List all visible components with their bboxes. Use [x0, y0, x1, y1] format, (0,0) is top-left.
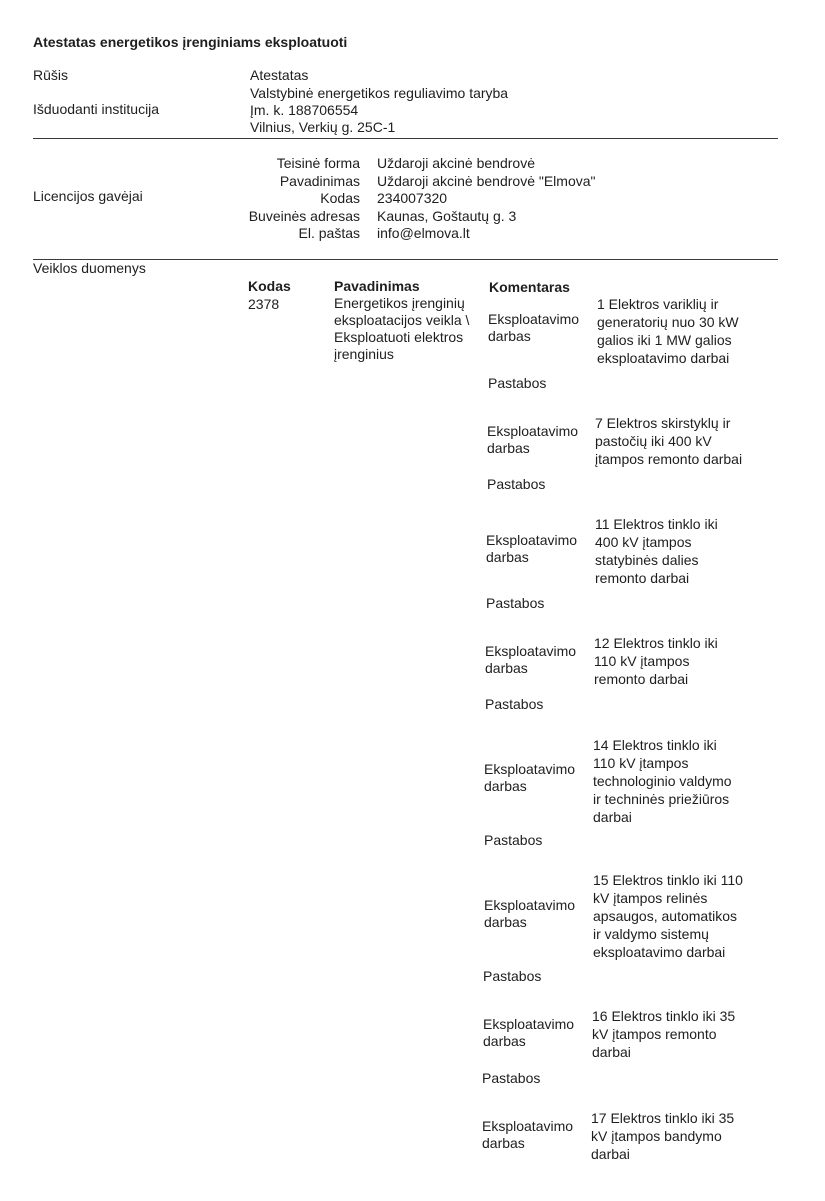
licensee-field-value: Uždaroji akcinė bendrovė [377, 155, 535, 171]
institution-code: Įm. k. 188706554 [250, 102, 359, 118]
entry-comment: 11 Elektros tinklo iki 400 kV įtampos statybinės dalies remonto darbai [595, 516, 718, 586]
entry-type: Eksploatavimo darbas [485, 643, 577, 676]
entry-notes: Pastabos [486, 595, 545, 611]
licensee-section-label: Licencijos gavėjai [33, 188, 143, 204]
entry-comment: 14 Elektros tinklo iki 110 kV įtampos technologinio valdymo ir techninės priežiūros darbai [593, 737, 732, 825]
entry-comment: 12 Elektros tinklo iki 110 kV įtampos remonto darbai [594, 635, 718, 687]
licensee-field-value: info@elmova.lt [377, 225, 470, 241]
licensee-field-label: El. paštas [298, 225, 360, 241]
column-header-name: Pavadinimas [334, 278, 420, 294]
entry-comment: 17 Elektros tinklo iki 35 kV įtampos bandymo darbai [591, 1110, 735, 1162]
entry-notes: Pastabos [488, 375, 547, 391]
licensee-field-label: Pavadinimas [279, 173, 360, 189]
licensee-field-label: Kodas [320, 190, 360, 206]
entry-type: Eksploatavimo darbas [483, 1016, 575, 1049]
rusis-label: Rūšis [33, 67, 69, 83]
licensee-field-value: Uždaroji akcinė bendrovė "Elmova" [377, 173, 596, 189]
document-title: Atestatas energetikos įrenginiams eksploatuoti [33, 34, 348, 50]
entry-type: Eksploatavimo darbas [482, 1118, 574, 1151]
entry-notes: Pastabos [482, 1070, 541, 1086]
entry-comment: 16 Elektros tinklo iki 35 kV įtampos remonto darbai [592, 1008, 736, 1060]
divider [33, 138, 778, 139]
entry-notes: Pastabos [484, 832, 543, 848]
licensee-field-label: Teisinė forma [276, 155, 360, 171]
entry-notes: Pastabos [485, 696, 544, 712]
entry-type: Eksploatavimo darbas [488, 311, 580, 344]
activity-section-label: Veiklos duomenys [33, 260, 146, 276]
institution-label: Išduodanti institucija [33, 101, 160, 117]
activity-name: Energetikos įrenginių eksploatacijos veikla \ Eksploatuoti elektros įrenginius [334, 295, 470, 362]
entry-comment: 1 Elektros variklių ir generatorių nuo 30 kW galios iki 1 MW galios eksploatavimo darbai [597, 296, 739, 366]
licensee-field-value: Kaunas, Goštautų g. 3 [377, 208, 517, 224]
activity-code: 2378 [248, 296, 280, 312]
entry-comment: 15 Elektros tinklo iki 110 kV įtampos relinės apsaugos, automatikos ir valdymo sistemų eksploatavimo darbai [593, 872, 743, 960]
entry-type: Eksploatavimo darbas [486, 532, 578, 565]
licensee-field-value: 234007320 [377, 190, 448, 206]
entry-notes: Pastabos [483, 968, 542, 984]
licensee-field-label: Buveinės adresas [248, 208, 360, 224]
rusis-value: Atestatas [250, 67, 309, 83]
entry-type: Eksploatavimo darbas [484, 897, 576, 930]
column-header-comment: Komentaras [489, 279, 570, 295]
institution-address: Vilnius, Verkių g. 25C-1 [250, 119, 396, 135]
institution-name: Valstybinė energetikos reguliavimo taryba [250, 85, 509, 101]
column-header-code: Kodas [248, 278, 291, 294]
entry-comment: 7 Elektros skirstyklų ir pastočių iki 400 kV įtampos remonto darbai [595, 415, 743, 467]
entry-type: Eksploatavimo darbas [487, 423, 579, 456]
entry-notes: Pastabos [487, 476, 546, 492]
entry-type: Eksploatavimo darbas [484, 761, 576, 794]
